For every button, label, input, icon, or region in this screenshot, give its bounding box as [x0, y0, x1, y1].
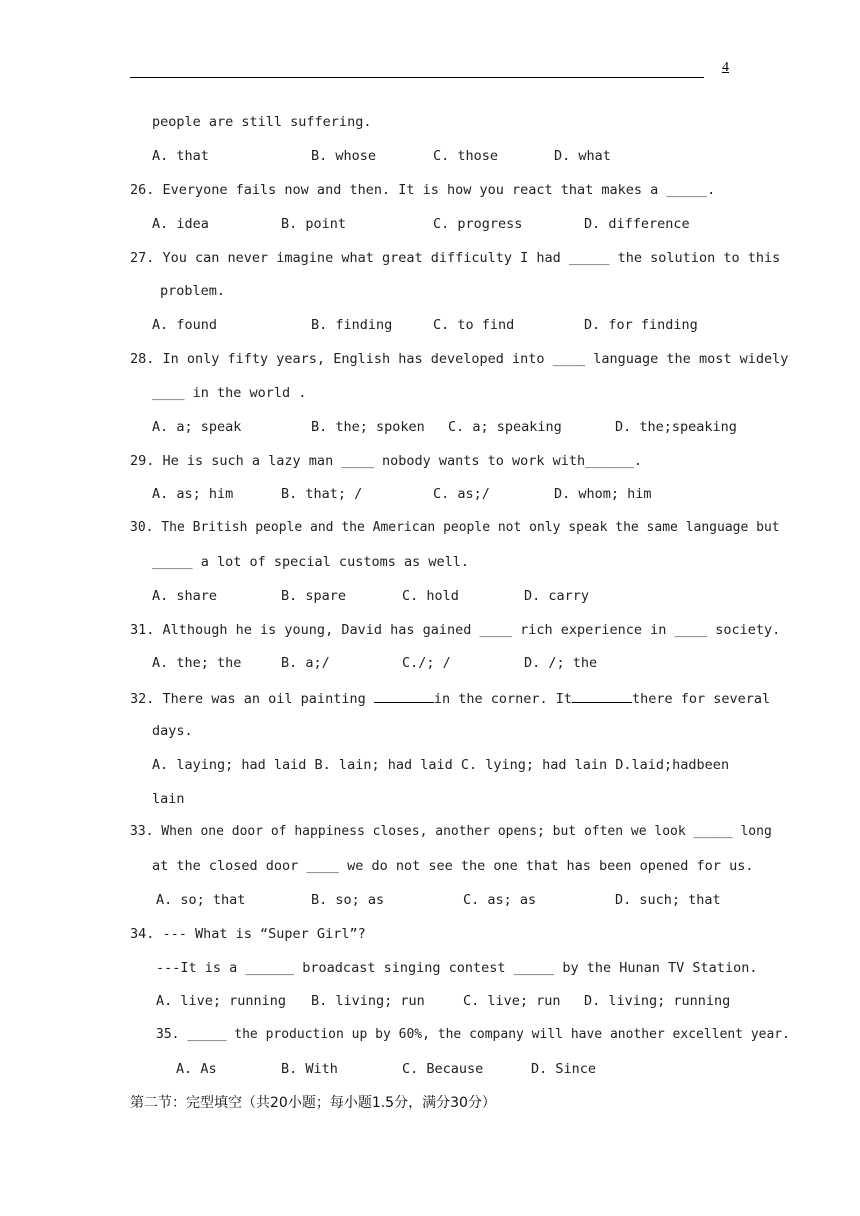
- q32-options-wrap: lain: [152, 791, 185, 807]
- question-28-line-2: ____ in the world .: [152, 385, 307, 401]
- question-33: 33. When one door of happiness closes, another opens; but often we look _____ long: [130, 824, 772, 839]
- q25-option-c: C. those: [433, 148, 499, 164]
- q35-option-a: A. As: [176, 1061, 217, 1077]
- question-27-line-2: problem.: [160, 283, 226, 299]
- q31-option-b: B. a;/: [281, 655, 330, 671]
- q28-option-d: D. the;speaking: [615, 419, 737, 435]
- blank-line: [374, 688, 434, 703]
- question-30: 30. The British people and the American people not only speak the same language but: [130, 520, 780, 535]
- q27-option-b: B. finding: [311, 317, 393, 333]
- q26-option-c: C. progress: [433, 216, 523, 232]
- q31-option-d: D. /; the: [524, 655, 598, 671]
- q30-option-b: B. spare: [281, 588, 347, 604]
- q33-option-c: C. as; as: [463, 892, 537, 908]
- q32-options: A. laying; had laid B. lain; had laid C. lying; had lain D.laid;hadbeen: [152, 757, 730, 773]
- q28-option-b: B. the; spoken: [311, 419, 425, 435]
- question-26: 26. Everyone fails now and then. It is how you react that makes a _____.: [130, 182, 716, 198]
- q26-option-b: B. point: [281, 216, 347, 232]
- header-rule: [130, 77, 704, 78]
- question-32: [130, 688, 770, 708]
- q29-option-d: D. whom; him: [554, 486, 652, 502]
- q34-option-d: D. living; running: [584, 993, 731, 1009]
- question-32-part-2: in the corner. It: [433, 691, 573, 707]
- q27-option-a: A. found: [152, 317, 218, 333]
- q29-option-b: B. that; /: [281, 486, 363, 502]
- q28-option-a: A. a; speak: [152, 419, 242, 435]
- q30-option-a: A. share: [152, 588, 218, 604]
- question-35: 35. _____ the production up by 60%, the company will have another excellent year.: [156, 1027, 790, 1042]
- q35-option-c: C. Because: [402, 1061, 484, 1077]
- q35-option-b: B. With: [281, 1061, 338, 1077]
- question-31: 31. Although he is young, David has gained ____ rich experience in ____ society.: [130, 622, 781, 638]
- question-30-line-2: _____ a lot of special customs as well.: [152, 554, 469, 570]
- question-28: 28. In only fifty years, English has developed into ____ language the most widely: [130, 351, 789, 367]
- question-27: 27. You can never imagine what great difficulty I had _____ the solution to this: [130, 250, 781, 266]
- q35-option-d: D. Since: [531, 1061, 597, 1077]
- q33-option-d: D. such; that: [615, 892, 721, 908]
- q34-option-c: C. live; run: [463, 993, 561, 1009]
- q34-option-a: A. live; running: [156, 993, 287, 1009]
- q27-option-c: C. to find: [433, 317, 515, 333]
- q25-option-a: A. that: [152, 148, 209, 164]
- blank-line: [572, 688, 632, 703]
- question-34-line-2: ---It is a ______ broadcast singing contest _____ by the Hunan TV Station.: [156, 960, 758, 976]
- q27-option-d: D. for finding: [584, 317, 698, 333]
- q30-option-c: C. hold: [402, 588, 459, 604]
- q33-option-a: A. so; that: [156, 892, 246, 908]
- q33-option-b: B. so; as: [311, 892, 385, 908]
- question-32-part-3: there for several: [632, 691, 771, 707]
- q31-option-a: A. the; the: [152, 655, 242, 671]
- q34-option-b: B. living; run: [311, 993, 425, 1009]
- question-25-continuation: people are still suffering.: [152, 114, 372, 130]
- q30-option-d: D. carry: [524, 588, 590, 604]
- q29-option-c: C. as;/: [433, 486, 490, 502]
- q28-option-c: C. a; speaking: [448, 419, 562, 435]
- question-33-line-2: at the closed door ____ we do not see the one that has been opened for us.: [152, 858, 754, 874]
- q29-option-a: A. as; him: [152, 486, 234, 502]
- q26-option-a: A. idea: [152, 216, 209, 232]
- question-34: 34. --- What is “Super Girl”?: [130, 926, 366, 942]
- question-32-line-2: days.: [152, 723, 193, 739]
- section-title: 第二节：完型填空（共20小题；每小题1.5分，满分30分）: [130, 1095, 496, 1111]
- q26-option-d: D. difference: [584, 216, 690, 232]
- question-29: 29. He is such a lazy man ____ nobody wants to work with______.: [130, 453, 643, 469]
- q25-option-d: D. what: [554, 148, 611, 164]
- page-number: 4: [722, 60, 729, 75]
- question-32-part-1: 32. There was an oil painting: [130, 691, 374, 707]
- q25-option-b: B. whose: [311, 148, 377, 164]
- q31-option-c: C./; /: [402, 655, 451, 671]
